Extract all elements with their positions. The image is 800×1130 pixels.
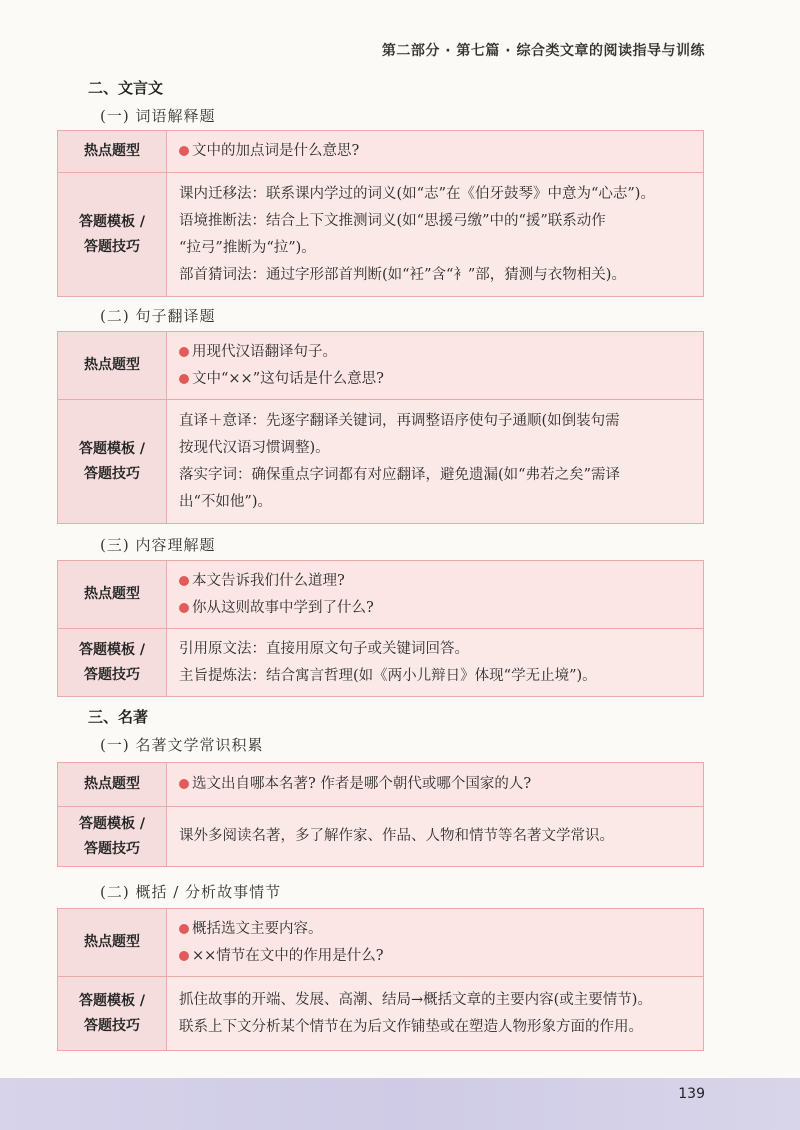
template-line: 直译＋意译：先逐字翻译关键词，再调整语序使句子通顺(如倒装句需 [179, 412, 620, 429]
hot-item: 文中的加点词是什么意思? [179, 138, 693, 165]
hot-items [167, 909, 704, 977]
subsection-title: (二) 概括 / 分析故事情节 [100, 883, 282, 901]
template-content [167, 173, 704, 297]
section-heading-wenyan: 二、文言文 [88, 79, 164, 97]
template-line: 出“不如他”)。 [179, 493, 272, 510]
hot-label: 热点题型 [58, 561, 167, 629]
subsection-title: (一) 词语解释题 [100, 107, 216, 125]
template-content [167, 400, 704, 524]
hot-items [167, 332, 704, 400]
template-line: 按现代汉语习惯调整)。 [179, 439, 330, 456]
hot-item: 本文告诉我们什么道理? [179, 568, 693, 595]
question-type-table [57, 331, 704, 524]
template-label: 答题模板 / 答题技巧 [58, 400, 167, 524]
bullet-icon [179, 603, 189, 613]
subsection-title: (三) 内容理解题 [100, 536, 216, 554]
hot-items [167, 763, 704, 807]
hot-label: 热点题型 [58, 909, 167, 977]
question-type-table [57, 560, 704, 697]
running-header: 第二部分 · 第七篇 · 综合类文章的阅读指导与训练 [381, 43, 705, 59]
template-line: 语境推断法：结合上下文推测词义(如“思援弓缴”中的“援”联系动作 [179, 212, 606, 229]
bullet-icon [179, 576, 189, 586]
hot-items [167, 561, 704, 629]
template-line: 抓住故事的开端、发展、高潮、结局→概括文章的主要内容(或主要情节)。 [179, 991, 652, 1008]
bullet-icon [179, 347, 189, 357]
question-type-table [57, 762, 704, 867]
hot-item: 概括选文主要内容。 [179, 916, 693, 943]
template-content [167, 977, 704, 1051]
hot-label: 热点题型 [58, 332, 167, 400]
hot-item: 文中“××”这句话是什么意思? [179, 366, 693, 393]
template-label: 答题模板 / 答题技巧 [58, 977, 167, 1051]
bullet-icon [179, 924, 189, 934]
subsection-title: (二) 句子翻译题 [100, 307, 216, 325]
hot-label: 热点题型 [58, 131, 167, 173]
template-label: 答题模板 / 答题技巧 [58, 173, 167, 297]
subsection-title: (一) 名著文学常识积累 [100, 736, 264, 754]
bullet-icon [179, 779, 189, 789]
bullet-icon [179, 374, 189, 384]
hot-item: 用现代汉语翻译句子。 [179, 339, 693, 366]
template-line: 引用原文法：直接用原文句子或关键词回答。 [179, 640, 469, 657]
hot-item: 选文出自哪本名著? 作者是哪个朝代或哪个国家的人? [179, 771, 693, 798]
template-line: 联系上下文分析某个情节在为后文作铺垫或在塑造人物形象方面的作用。 [179, 1018, 643, 1035]
template-content [167, 807, 704, 867]
template-label: 答题模板 / 答题技巧 [58, 807, 167, 867]
template-line: 课内迁移法：联系课内学过的词义(如“志”在《伯牙鼓琴》中意为“心志”)。 [179, 185, 655, 202]
hot-items [167, 131, 704, 173]
template-line: 课外多阅读名著，多了解作家、作品、人物和情节等名著文学常识。 [179, 828, 614, 844]
question-type-table [57, 908, 704, 1051]
bullet-icon [179, 951, 189, 961]
hot-item: 你从这则故事中学到了什么? [179, 595, 693, 622]
template-content [167, 629, 704, 697]
question-type-table [57, 130, 704, 297]
template-line: 部首猜词法：通过字形部首判断(如“衽”含“衤”部，猜测与衣物相关)。 [179, 266, 626, 283]
hot-label: 热点题型 [58, 763, 167, 807]
hot-item: ××情节在文中的作用是什么? [179, 943, 693, 970]
template-line: 主旨提炼法：结合寓言哲理(如《两小儿辩日》体现“学无止境”)。 [179, 667, 597, 684]
page-number: 139 [678, 1086, 705, 1102]
template-label: 答题模板 / 答题技巧 [58, 629, 167, 697]
template-line: “拉弓”推断为“拉”)。 [179, 239, 316, 256]
section-heading-mingzhu: 三、名著 [88, 708, 149, 726]
template-line: 落实字词：确保重点字词都有对应翻译，避免遗漏(如“弗若之矣”需译 [179, 466, 620, 483]
bullet-icon [179, 146, 189, 156]
